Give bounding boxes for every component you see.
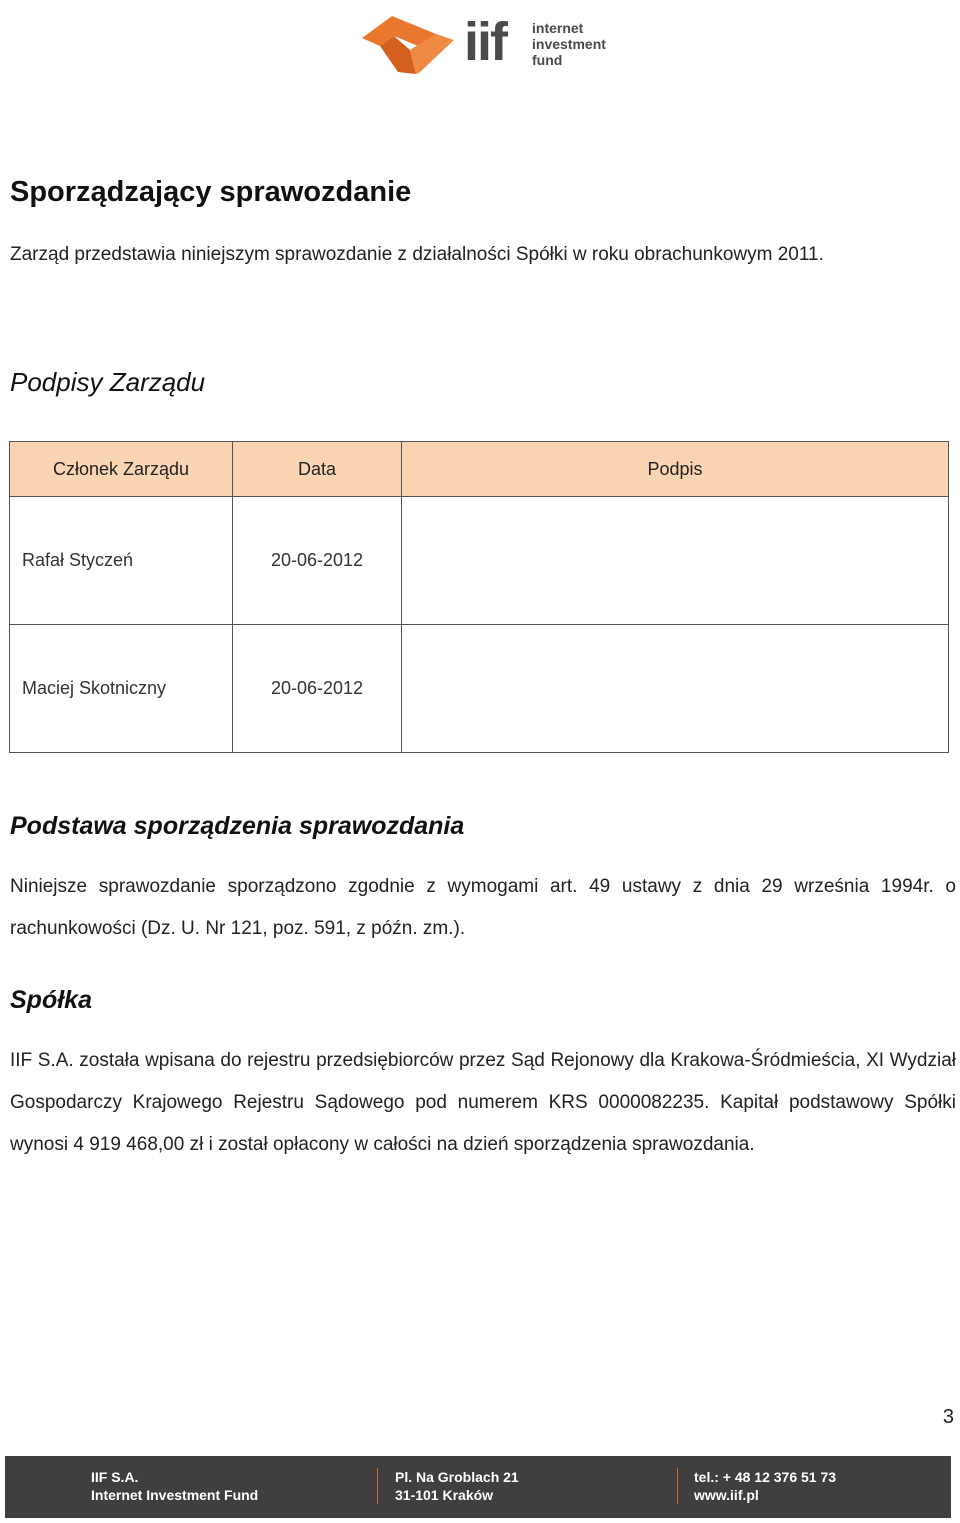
page-number: 3 — [942, 1406, 954, 1428]
table-header-row — [10, 442, 949, 497]
basis-paragraph: Niniejsze sprawozdanie sporządzono zgodnie z wymogami art. 49 ustawy z dnia 29 września 1994r. o rachunkowości (Dz. U. Nr 121, poz. 591, z późn. zm.). — [10, 876, 956, 939]
basis-heading: Podstawa sporządzenia sprawozdania — [10, 812, 465, 840]
logo-tagline-line: internet — [532, 20, 584, 36]
column-header-signature: Podpis — [402, 442, 949, 497]
signatures-heading: Podpisy Zarządu — [10, 367, 206, 397]
company-heading: Spółka — [10, 986, 92, 1014]
column-header-member: Członek Zarządu — [10, 442, 233, 497]
footer-line: Pl. Na Groblach 21 — [395, 1469, 519, 1485]
logo-tagline-line: fund — [532, 52, 563, 68]
company-logo — [358, 10, 608, 78]
company-paragraph: IIF S.A. została wpisana do rejestru przedsiębiorców przez Sąd Rejonowy dla Krakowa-Śródmieścia, XI Wydział Gospodarczy Krajowego Rejestru Sądowego pod numerem KRS 0000082235. Kapitał podstawowy Spółki wynosi 4 919 468,00 zł i został opłacony w całości na dzień sporządzenia sprawozdania. — [10, 1050, 956, 1155]
logo-tagline — [532, 20, 606, 68]
signature-date: 20-06-2012 — [233, 625, 402, 753]
footer-phone: tel.: + 48 12 376 51 73 — [694, 1469, 837, 1485]
footer-address — [395, 1468, 519, 1504]
logo-mark-icon — [358, 10, 464, 78]
table-row — [10, 497, 949, 625]
signatures-table — [9, 441, 949, 753]
page-title: Sporządzający sprawozdanie — [10, 176, 412, 208]
page-footer — [5, 1456, 951, 1518]
intro-text: Zarząd przedstawia niniejszym sprawozdanie z działalności Spółki w roku obrachunkowym 2011. — [10, 244, 824, 265]
footer-company — [91, 1468, 258, 1504]
signature-cell — [402, 625, 949, 753]
logo-tagline-line: investment — [532, 36, 606, 52]
member-name: Maciej Skotniczny — [10, 625, 233, 753]
footer-line: IIF S.A. — [91, 1469, 139, 1485]
footer-contact — [694, 1468, 836, 1504]
footer-website: www.iif.pl — [694, 1487, 759, 1503]
footer-divider — [377, 1468, 378, 1504]
footer-line: 31-101 Kraków — [395, 1487, 494, 1503]
member-name: Rafał Styczeń — [10, 497, 233, 625]
footer-divider — [677, 1468, 678, 1504]
logo-wordmark: iif — [464, 12, 506, 72]
table-row — [10, 625, 949, 753]
signature-cell — [402, 497, 949, 625]
footer-line: Internet Investment Fund — [91, 1487, 259, 1503]
signature-date: 20-06-2012 — [233, 497, 402, 625]
column-header-date: Data — [233, 442, 402, 497]
